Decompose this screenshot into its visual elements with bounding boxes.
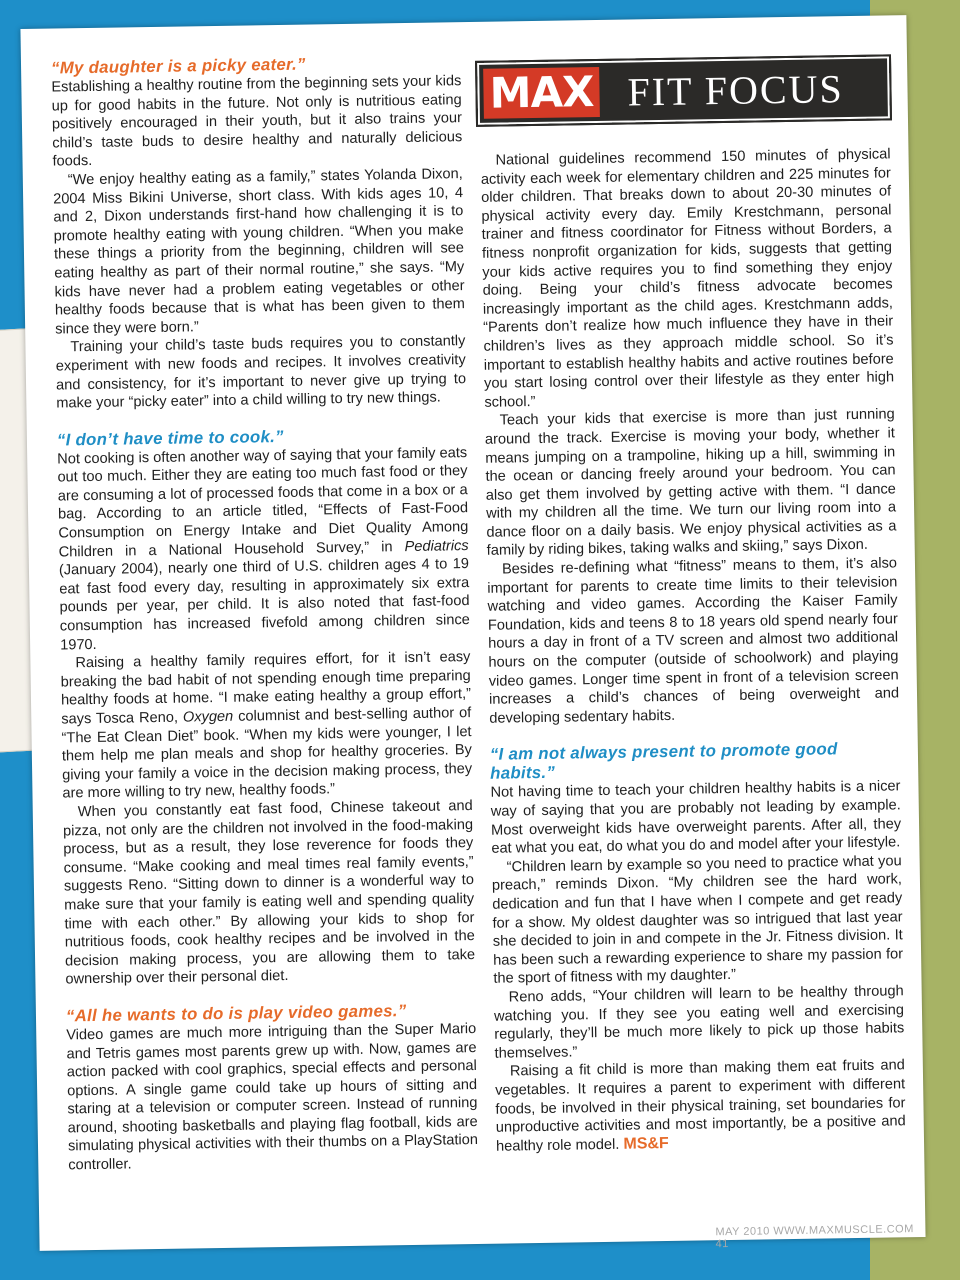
magazine-page <box>20 15 925 1251</box>
heading-picky-eater: “My daughter is a picky eater.” <box>50 54 306 78</box>
signature-mark: MS&F <box>623 1134 669 1153</box>
paragraph: Teach your kids that exercise is more than just running around the track. Exercise is moving your body, whether it means jumping on a trampoline, hiking up a hill, swimming in the ocean or dancing freely around your bedroom. You can also get them involved by getting active with them. “I dance with my children all the time. We turn our living room into a dance floor on a daily basis. We enjoy physical activities as a family by riding bikes, taking walks and skiing,” says Dixon. <box>484 406 897 560</box>
paragraph: Not having time to teach your children healthy habits is a nicer way of saying that you are probably not leading by example. Most overweight kids have overweight parents. After all, they eat what you eat, do what you do and model after your lifestyle. <box>490 778 902 857</box>
heading-not-present: “I am not always present to promote good habits.” <box>489 739 838 784</box>
section-title: FIT FOCUS <box>627 66 845 115</box>
paragraph: Video games are much more intriguing than the Super Mario and Tetris games most parents grew up with. Now, games are action packed with cool graphics, special effects and personal options. A single game could take up hours of sitting and staring at a television or computer screen. Instead of running around, shooting basketballs and playing flag football, kids are simulating physical activities with their thumbs on a PlayStation controller. <box>66 1020 479 1174</box>
paragraph: National guidelines recommend 150 minutes of physical activity each week for elementary children and 225 minutes for older children. That breaks down to about 20-30 minutes of physical activity every day. Emily Krestchmann, personal trainer and fitness coordinator for Fitness without Borders, a fitness nonprofit organization for kids, suggests that getting your kids active requires you to find something they enjoy doing. Being your child’s fitness advocate becomes increasingly important as the child ages. Krestchmann adds, “Parents don’t realize how much influence they have in their children’s lives as they approach middle school. So it’s important to establish healthy habits and active routines before you start losing control over their lifestyle as they enter high school.” <box>480 146 895 411</box>
fit-focus-banner <box>475 54 892 127</box>
magazine-name: Oxygen <box>182 708 234 726</box>
paragraph: When you constantly eat fast food, Chinese takeout and pizza, not only are the children not involved in the food-making process, but as a result, they lose reverence for foods they consume. “Make cooking and meal times real family events,” suggests Reno. “Sitting down to dinner is a wonderful way to make sure that your family is eating well and spending quality time with each other.” By allowing your kids to shop for nutritious foods, cook healthy recipes and be involved in the decision making process, you are allowing them to take ownership over their personal diet. <box>62 797 476 988</box>
max-logo: MAX <box>483 67 600 119</box>
paragraph: “Children learn by example so you need to practice what you preach,” reminds Dixon. “My children see the hard work, dedication and fun that I have when I compete and get ready for a show. My oldest daughter was so intrigued that last year she decided to join in and compete in the Jr. Fitness division. It has been such a rewarding experience to share my passion for the sport of fitness with my daughter.” <box>491 853 904 988</box>
right-column <box>480 145 906 1156</box>
paragraph: Raising a fit child is more than making them eat fruits and vegetables. It requires a parent to experiment with different foods, be involved in their physical training, set boundaries for unproductive activities and most importantly, be a positive and healthy role model. MS&F <box>495 1057 906 1155</box>
paragraph: Raising a healthy family requires effort, for it isn’t easy breaking the bad habit of not spending enough time preparing healthy foods at home. “I make eating healthy a group effort,” says Tosca Reno, Oxygen columnist and best-selling author of “The Eat Clean Diet” book. “When my kids were younger, I let them help me plan meals and shop for healthy groceries. By giving your family a voice in the decision making process, they are more willing to try new, healthy foods.” <box>60 649 473 802</box>
paragraph: “We enjoy healthy eating as a family,” states Yolanda Dixon, 2004 Miss Bikini Universe, short class. With kids ages 10, 4 and 2, Dixon understands first-hand how challenging it is to promote healthy eating with young children. “When you make these things a priority from the beginning, children will see eating healthy as part of their normal routine,” she says. “My kids have never had a problem eating vegetables or other healthy foods because that is what has been given to them since they were born.” <box>53 166 465 338</box>
heading-video-games: “All he wants to do is play video games.” <box>65 1000 407 1026</box>
heading-no-time-to-cook: “I don’t have time to cook.” <box>56 426 284 450</box>
paragraph: Besides re-defining what “fitness” means to them, it’s also important for parents to create time limits to their television watching and video games. According the Kaiser Family Foundation, kids and teens 8 to 18 years old spend nearly four hours a day in front of a TV screen and almost two additional hours on the computer (outside of schoolwork) and playing video games. Longer time spent in front of a television screen increases a child’s chances of being overweight and developing sedentary habits. <box>487 555 900 727</box>
paragraph: Not cooking is often another way of saying that your family eats out too much. Either they are eating too much fast food or they are consuming a lot of processed foods that come in a box or a bag. According to an article titled, “Effects of Fast-Food Consumption on Energy Intake and Diet Quality Among Children in a National Household Survey,” in Pediatrics (January 2004), nearly one third of U.S. children ages 4 to 19 eat fast food every day, resulting in approximately six extra pounds per year, per child. It is also noted that fast-food consumption has increased fivefold among children since 1970. <box>57 444 470 654</box>
page-footer: MAY 2010 WWW.MAXMUSCLE.COM 41 <box>715 1223 914 1251</box>
paragraph: Establishing a healthy routine from the beginning sets your kids up for good habits in the future. Not only is nutritious eating positively encouraged in their youth, but it also trains your child’s taste buds to desire healthy and naturally delicious foods. <box>51 73 463 170</box>
paragraph: Reno adds, “Your children will learn to be healthy through watching you. If they see you eating well and exercising regularly, they’ll be much more likely to pick up those habits themselves.” <box>493 983 905 1062</box>
left-column <box>51 52 478 1175</box>
journal-name: Pediatrics <box>404 537 469 555</box>
paragraph: Training your child’s taste buds requires you to constantly experiment with new foods and recipes. It involves creativity and consistency, for it’s important to never give up trying to make your “picky eater” into a child willing to try new things. <box>55 333 467 412</box>
